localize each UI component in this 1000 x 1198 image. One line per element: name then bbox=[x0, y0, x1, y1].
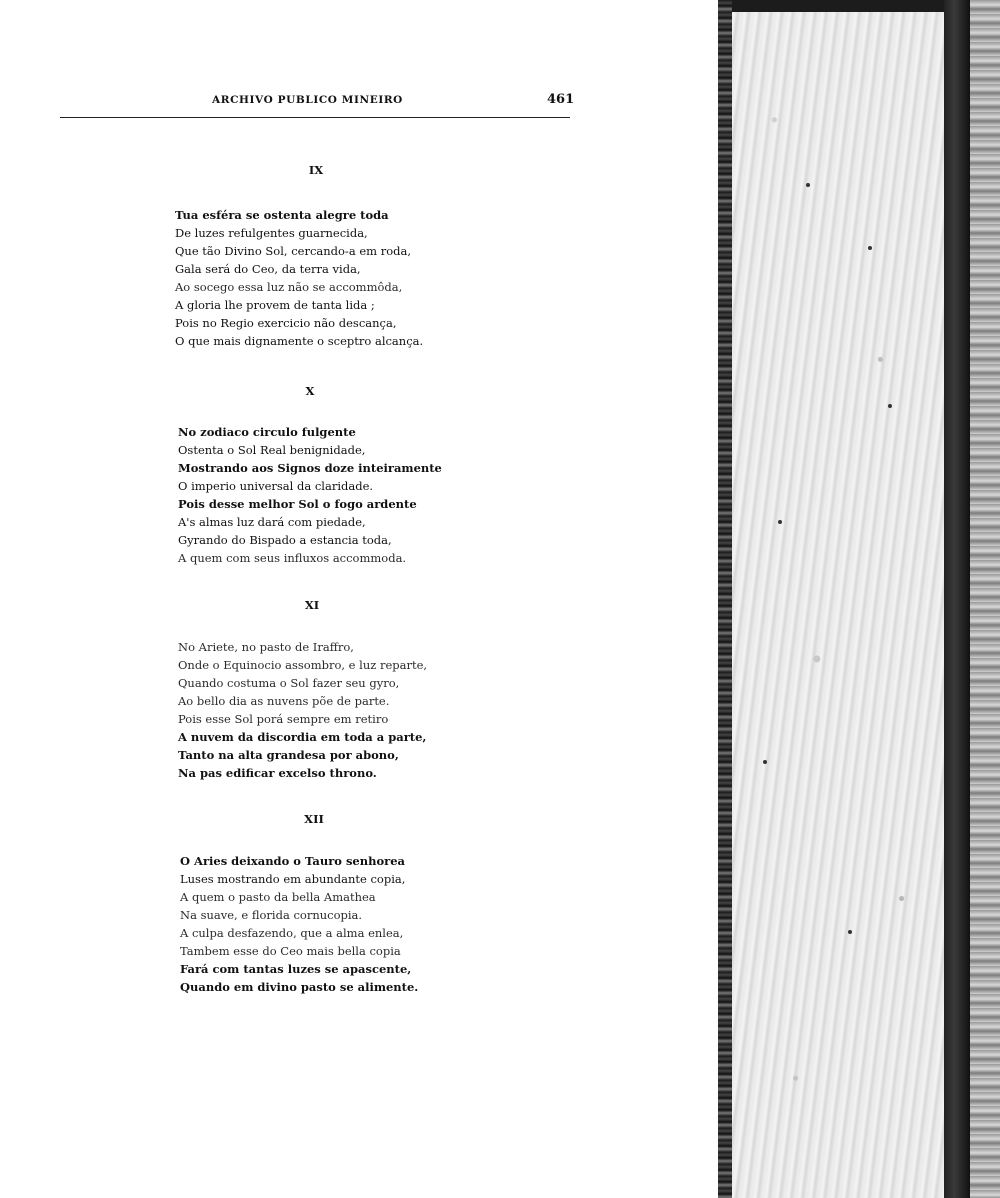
book-spine bbox=[718, 0, 1000, 1198]
verse-line: No Ariete, no pasto de Iraffro, bbox=[178, 640, 354, 654]
verse-line: O imperio universal da claridade. bbox=[178, 479, 374, 493]
verse-line: Mostrando aos Signos doze inteiramente bbox=[178, 461, 442, 475]
verse-line: Quando costuma o Sol fazer seu gyro, bbox=[178, 676, 400, 690]
speck bbox=[763, 760, 767, 764]
running-title: ARCHIVO PUBLICO MINEIRO bbox=[212, 94, 403, 106]
verse-line: No zodiaco circulo fulgente bbox=[178, 425, 356, 439]
verse-line: Pois esse Sol porá sempre em retiro bbox=[178, 712, 389, 726]
page-number: 461 bbox=[547, 92, 575, 107]
stanza-xi bbox=[178, 638, 427, 782]
page-edge bbox=[718, 0, 732, 1198]
verse-line: De luzes refulgentes guarnecida, bbox=[175, 226, 368, 240]
verse-line: Gala será do Ceo, da terra vida, bbox=[175, 262, 361, 276]
speck bbox=[848, 930, 852, 934]
verse-line: Fará com tantas luzes se apascente, bbox=[180, 962, 412, 976]
verse-line: Tambem esse do Ceo mais bella copia bbox=[180, 944, 401, 958]
verse-line: Ao bello dia as nuvens põe de parte. bbox=[178, 694, 390, 708]
verse-line: A quem com seus influxos accommoda. bbox=[178, 551, 407, 565]
stanza-xii bbox=[180, 852, 418, 996]
verse-line: Que tão Divino Sol, cercando-a em roda, bbox=[175, 244, 411, 258]
verse-line: Luses mostrando em abundante copia, bbox=[180, 872, 406, 886]
verse-line: O que mais dignamente o sceptro alcança. bbox=[175, 334, 424, 348]
stanza-x bbox=[178, 423, 442, 567]
verse-line: A nuvem da discordia em toda a parte, bbox=[178, 730, 427, 744]
speck bbox=[888, 404, 892, 408]
verse-line: Ostenta o Sol Real benignidade, bbox=[178, 443, 366, 457]
verse-line: A gloria lhe provem de tanta lida ; bbox=[175, 298, 375, 312]
verse-line: Pois no Regio exercicio não descança, bbox=[175, 316, 397, 330]
verse-line: Pois desse melhor Sol o fogo ardente bbox=[178, 497, 417, 511]
verse-line: Gyrando do Bispado a estancia toda, bbox=[178, 533, 392, 547]
stanza-ix bbox=[175, 206, 423, 350]
verse-line: Na suave, e florida cornucopia. bbox=[180, 908, 363, 922]
speck bbox=[868, 246, 872, 250]
stanza-number-ix: IX bbox=[308, 163, 324, 177]
verse-line: A quem o pasto da bella Amathea bbox=[180, 890, 376, 904]
verse-line: Quando em divino pasto se alimente. bbox=[180, 980, 419, 994]
spine-top-band bbox=[732, 0, 970, 12]
verse-line: A culpa desfazendo, que a alma enlea, bbox=[180, 926, 404, 940]
verse-line: Onde o Equinocio assombro, e luz reparte, bbox=[178, 658, 428, 672]
speck bbox=[806, 183, 810, 187]
stanza-number-xi: XI bbox=[304, 598, 320, 612]
verse-line: Tanto na alta grandesa por abono, bbox=[178, 748, 399, 762]
verse-line: Tua esféra se ostenta alegre toda bbox=[175, 208, 389, 222]
verse-line: Na pas edificar excelso throno. bbox=[178, 766, 377, 780]
verse-line: Ao socego essa luz não se accommôda, bbox=[175, 280, 403, 294]
spine-dark-band bbox=[944, 0, 970, 1198]
running-head bbox=[60, 92, 575, 114]
marbled-board bbox=[732, 0, 944, 1198]
stanza-number-x: X bbox=[305, 384, 315, 398]
speck bbox=[778, 520, 782, 524]
verse-line: O Aries deixando o Tauro senhorea bbox=[180, 854, 405, 868]
verse-line: A's almas luz dará com piedade, bbox=[178, 515, 366, 529]
header-rule bbox=[60, 117, 570, 118]
spine-outer-edge bbox=[970, 0, 1000, 1198]
stanza-number-xii: XII bbox=[304, 812, 324, 826]
